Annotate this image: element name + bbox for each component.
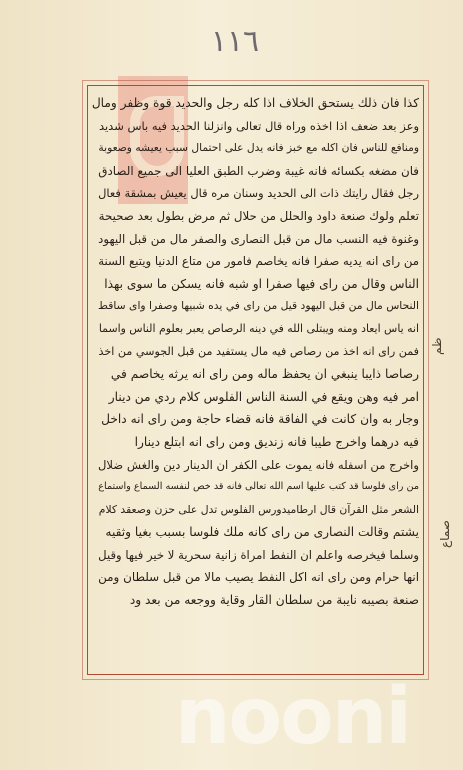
- text-line: فمن راى انه اخذ من رصاص فيه مال يستفيد من قبل الجوسي من اخذ: [98, 344, 419, 358]
- text-line: من راى فلوسا قد كتب عليها اسم الله تعالى فانه قد خص لنفسه السماع واستماع: [98, 481, 419, 493]
- margin-note-upper: ظم: [430, 337, 444, 355]
- text-line: واخرج من اسفله فانه يموت على الكفر ان الدينار دين والغش ضلال: [97, 457, 419, 472]
- text-line: فيه درهما واخرج طيبا فانه زنديق ومن راى انه ابتلع دينارا: [134, 434, 419, 449]
- text-line: رجل فقال رايتك ذات الى الحديد وسنان مره قال يعيش بمشقة فعال: [98, 186, 419, 201]
- folio-number: ١١٦: [210, 24, 260, 59]
- text-line: رصاصا ذايبا ينبغي ان يحفظ ماله ومن راى انه يرثه يخاصم في: [110, 367, 419, 382]
- watermark-text: nooni: [175, 672, 410, 762]
- text-line: وجار به وان كانت في الفاقة فانه قضاء حاجة ومن راى انه داخل: [101, 412, 419, 427]
- text-line: وعز بعد ضعف اذا اخذه وراه قال تعالى وانزلنا الحديد فيه باس شديد: [98, 118, 419, 133]
- text-line: تعلم ولوك صنعة داود والحلل من حلال ثم مرض بطول بعد صحيحة: [98, 208, 419, 223]
- margin-note-lower: صماع: [438, 520, 452, 548]
- text-line: كذا فان ذلك يستحق الخلاف اذا كله رجل والحديد قوة وظفر ومال: [92, 96, 419, 110]
- text-line: وغنوة فيه النسب مال من قبل النصارى والصفر مال من قبل اليهود: [98, 231, 419, 246]
- text-line: الناس وقال من راى فيها صفرا او شبه فانه يسكن ما سوى بهذا: [104, 276, 419, 291]
- text-line: النحاس مال من قبل اليهود قيل من راى في يده شبيها وصفرا واى ساقط: [98, 299, 419, 313]
- text-line: امر فيه وهن ويقع في السنة الناس الفلوس كلام ردي من دينار: [108, 389, 419, 404]
- text-line: صنعة بصيبه نايبة من سلطان القار وقاية ووجعه من بعد ود: [129, 593, 419, 608]
- text-line: وسلما فيخرصه واعلم ان النفط امراة زانية سحرية لا خير فيها وقيل: [98, 547, 419, 562]
- text-line: الشعر مثل القرآن قال ارطاميدورس الفلوس تدل على حزن وصعقد كلام: [98, 502, 419, 516]
- text-line: ومنافع للناس فان اكله مع خبز فانه يدل على احتمال سبب يعيشه وصعوبة: [98, 141, 419, 155]
- text-line: من راى انه يديه صفرا فانه يخاصم فامور من متاع الدنيا ويتبع السنة: [98, 254, 419, 269]
- text-line: انه ياس ايعاد ومنه ويبتلى الله في دينه الرصاص يعبر بعلوم الناس واسما: [98, 321, 419, 335]
- text-line: فان مضغه بكسائه فانه غيبة وضرب الطبق العليا الى جميع الصادق: [98, 163, 419, 178]
- text-line: انها حرام ومن راى انه اكل النفط يصيب مالا من قبل سلطان ومن: [98, 570, 419, 585]
- text-line: يشتم وقالت النصارى من راى كانه ملك فلوسا بسبب بغيا وثقيه: [105, 525, 419, 540]
- main-text-block: [92, 92, 419, 670]
